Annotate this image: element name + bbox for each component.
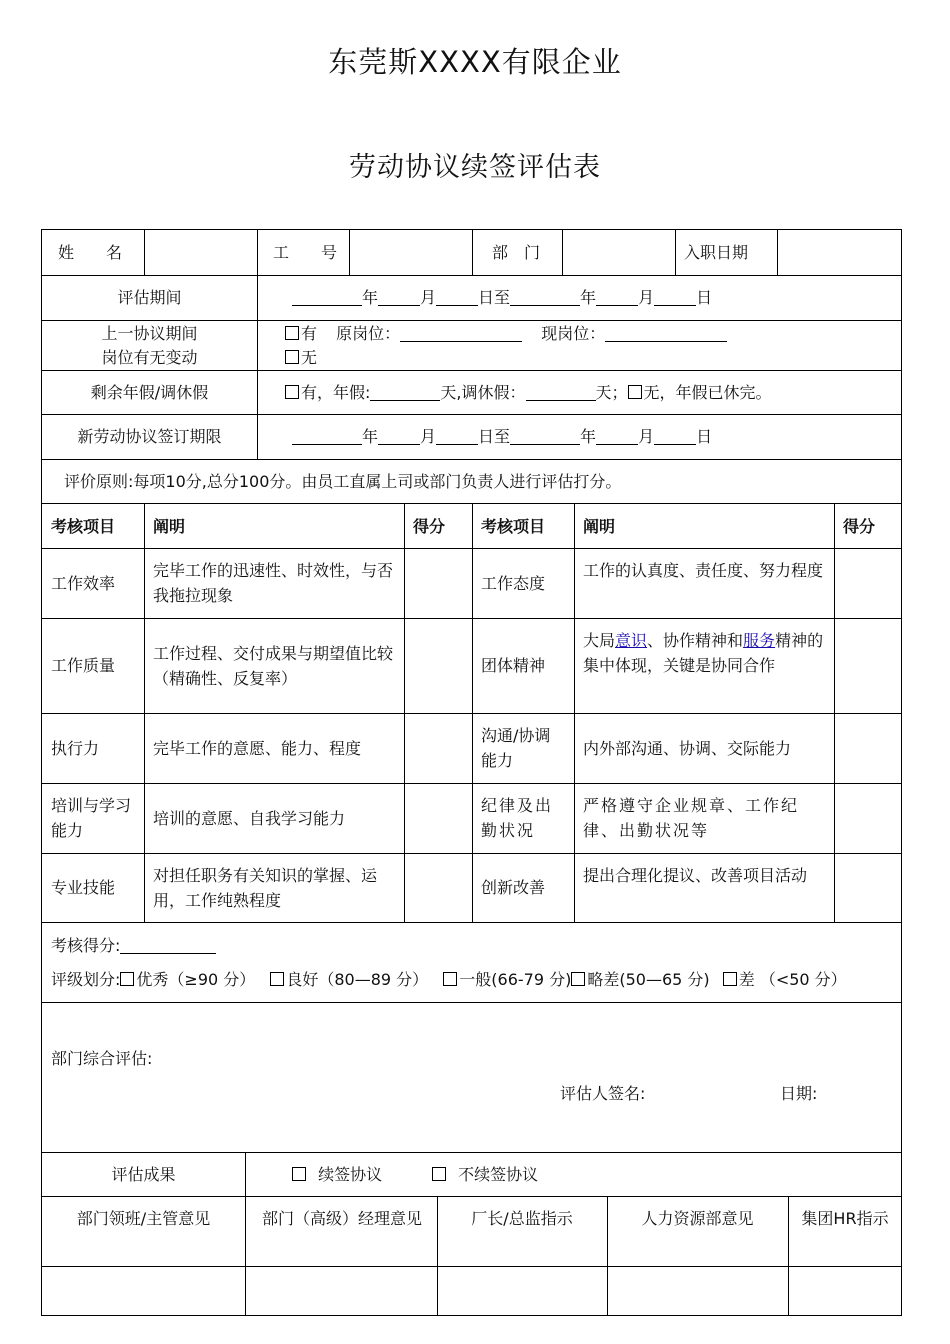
header-item-right: 考核项目 — [481, 517, 546, 536]
evaluation-form — [41, 229, 902, 1316]
name-label: 姓 名 — [58, 243, 123, 262]
header-item-left: 考核项目 — [51, 517, 116, 536]
result-renew-option[interactable]: 续签协议 — [292, 1162, 382, 1187]
id-label: 工 号 — [273, 243, 338, 262]
company-name: 东莞斯XXXX有限企业 — [328, 45, 622, 79]
right-desc-2: 大局意识、协作精神和服务精神的集中体现，关键是协同合作 — [583, 631, 824, 675]
dept-label: 部 门 — [492, 243, 541, 262]
evaluation-principle: 评价原则:每项10分,总分100分。由员工直属上司或部门负责人进行评估打分。 — [64, 472, 622, 491]
prev-label-1: 上一协议期间 — [101, 324, 198, 343]
approval-director: 厂长/总监指示 — [471, 1209, 573, 1228]
right-item-4: 纪律及出勤状况 — [481, 796, 554, 840]
link-awareness[interactable]: 意识 — [615, 631, 648, 650]
prev-label-2: 岗位有无变动 — [101, 348, 198, 367]
checkbox-icon[interactable] — [723, 972, 737, 986]
form-title: 劳动协议续签评估表 — [349, 152, 601, 183]
approval-hr: 人力资源部意见 — [641, 1209, 754, 1228]
dept-eval-label: 部门综合评估: — [51, 1049, 153, 1068]
right-item-3: 沟通/协调能力 — [481, 726, 551, 770]
result-no-renew-option[interactable]: 不续签协议 — [432, 1162, 538, 1187]
period-label: 评估期间 — [117, 288, 182, 307]
left-desc-5: 对担任职务有关知识的掌握、运用，工作纯熟程度 — [153, 866, 378, 910]
approval-supervisor: 部门领班/主管意见 — [76, 1209, 211, 1228]
checkbox-icon[interactable] — [432, 1167, 446, 1181]
checkbox-icon[interactable] — [571, 972, 585, 986]
prev-no-option[interactable]: 无 — [285, 345, 317, 370]
rating-options[interactable]: 评级划分: 优秀（≥90 分） 良好（80—89 分） 一般(66-79 分) 略差(50—65 分) 差 （<50 分） — [51, 970, 847, 989]
checkbox-icon[interactable] — [285, 326, 299, 340]
link-service[interactable]: 服务 — [743, 631, 776, 650]
right-item-5: 创新改善 — [481, 878, 546, 897]
prev-yes-option[interactable]: 有 原岗位： 现岗位： — [285, 321, 727, 346]
left-item-1: 工作效率 — [51, 574, 116, 593]
checkbox-icon[interactable] — [285, 385, 299, 399]
result-label: 评估成果 — [111, 1165, 176, 1184]
leave-options[interactable]: 有，年假: 天,调休假： 天； 无，年假已休完。 — [285, 380, 772, 405]
approval-manager: 部门（高级）经理意见 — [261, 1209, 422, 1228]
checkbox-icon[interactable] — [270, 972, 284, 986]
right-desc-4: 严格遵守企业规章、工作纪律、出勤状况等 — [583, 796, 800, 840]
left-item-3: 执行力 — [51, 739, 100, 758]
checkbox-icon[interactable] — [120, 972, 134, 986]
left-desc-3: 完毕工作的意愿、能力、程度 — [153, 739, 362, 758]
left-desc-1: 完毕工作的迅速性、时效性，与否我拖拉现象 — [153, 561, 394, 605]
signer-label: 评估人签名: — [560, 1084, 646, 1103]
period-dates: 年 月 日至 年 月 日 — [292, 285, 712, 310]
left-item-2: 工作质量 — [51, 656, 116, 675]
right-item-1: 工作态度 — [481, 574, 546, 593]
header-desc-right: 阐明 — [583, 517, 616, 536]
approval-group-hr: 集团HR指示 — [801, 1209, 889, 1228]
header-score-left: 得分 — [413, 517, 446, 536]
new-term-label: 新劳动协议签订期限 — [77, 427, 222, 446]
leave-label: 剩余年假/调休假 — [90, 383, 209, 402]
total-score[interactable]: 考核得分: — [51, 933, 216, 958]
checkbox-icon[interactable] — [443, 972, 457, 986]
sign-date-label: 日期: — [780, 1084, 818, 1103]
right-item-2: 团体精神 — [481, 656, 546, 675]
left-item-5: 专业技能 — [51, 878, 116, 897]
checkbox-icon[interactable] — [285, 350, 299, 364]
right-desc-1: 工作的认真度、责任度、努力程度 — [583, 561, 824, 580]
left-item-4: 培训与学习能力 — [51, 796, 132, 840]
hire-date-label: 入职日期 — [684, 243, 749, 262]
right-desc-3: 内外部沟通、协调、交际能力 — [583, 739, 792, 758]
left-desc-2: 工作过程、交付成果与期望值比较（精确性、反复率） — [153, 644, 394, 688]
right-desc-5: 提出合理化提议、改善项目活动 — [583, 866, 808, 885]
header-desc-left: 阐明 — [153, 517, 186, 536]
header-score-right: 得分 — [843, 517, 876, 536]
checkbox-icon[interactable] — [292, 1167, 306, 1181]
checkbox-icon[interactable] — [628, 385, 642, 399]
left-desc-4: 培训的意愿、自我学习能力 — [153, 809, 346, 828]
new-term-dates: 年 月 日至 年 月 日 — [292, 424, 712, 449]
